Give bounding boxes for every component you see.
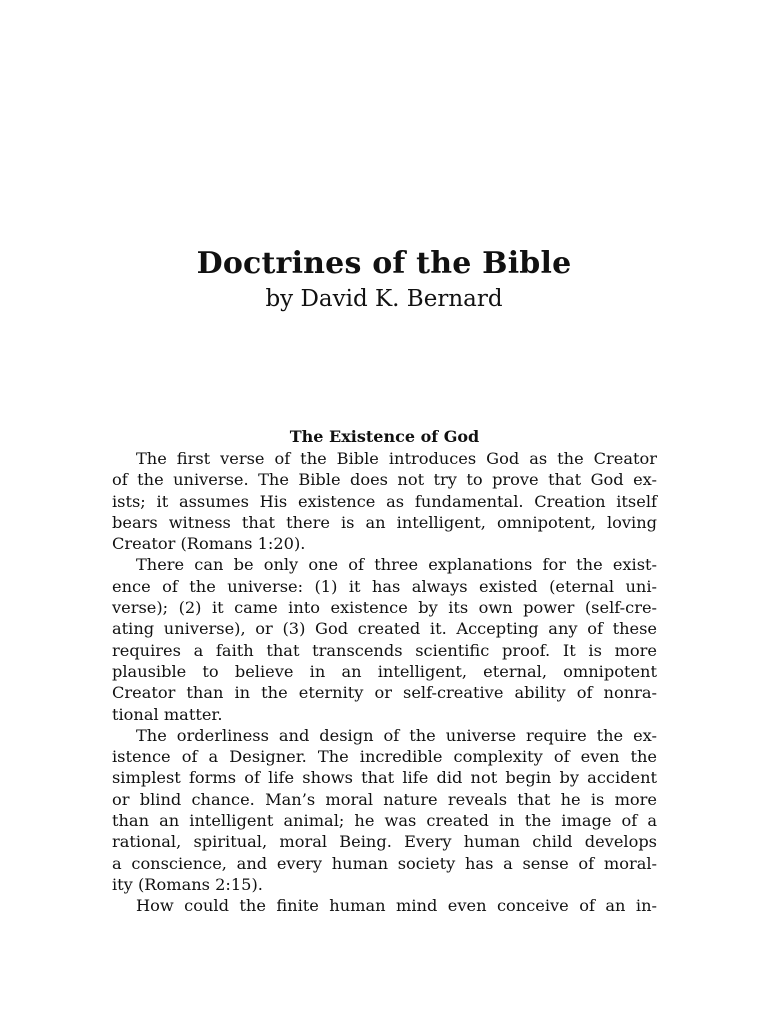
body-paragraph	[112, 895, 657, 916]
text-line: of the universe. The Bible does not try to prove that God ex-	[112, 470, 657, 490]
text-line: a conscience, and every human society has a sense of moral-	[112, 853, 657, 873]
text-line: The orderliness and design of the universe require the ex-	[136, 725, 657, 745]
body-paragraph	[112, 448, 657, 554]
text-line: ity (Romans 2:15).	[112, 874, 263, 894]
text-line: requires a faith that transcends scientific proof. It is more	[112, 640, 657, 660]
text-line: plausible to believe in an intelligent, eternal, omnipotent	[112, 661, 657, 681]
text-line: ists; it assumes His existence as fundamental. Creation itself	[112, 491, 657, 511]
text-line: simplest forms of life shows that life did not begin by accident	[112, 768, 657, 788]
text-line: ence of the universe: (1) it has always existed (eternal uni-	[112, 576, 657, 596]
text-line: There can be only one of three explanations for the exist-	[136, 555, 657, 575]
body-paragraph	[112, 725, 657, 895]
text-line: tional matter.	[112, 704, 223, 724]
text-line: ating universe), or (3) God created it. Accepting any of these	[112, 619, 657, 639]
section-heading: The Existence of God	[289, 427, 480, 446]
text-line: bears witness that there is an intelligent, omnipotent, loving	[112, 512, 657, 532]
text-line: or blind chance. Man’s moral nature reveals that he is more	[112, 789, 657, 809]
body-paragraph	[112, 554, 657, 724]
text-line: Creator than in the eternity or self-creative ability of nonra-	[112, 683, 657, 703]
text-line: Creator (Romans 1:20).	[112, 534, 306, 554]
section-existence-of-god	[112, 426, 657, 917]
text-line: rational, spiritual, moral Being. Every human child develops	[112, 832, 657, 852]
section-body	[112, 448, 657, 917]
text-line: How could the finite human mind even conceive of an in-	[136, 896, 657, 916]
text-line: The first verse of the Bible introduces God as the Creator	[136, 449, 657, 468]
book-title: Doctrines of the Bible	[196, 246, 572, 281]
book-author: by David K. Bernard	[265, 286, 503, 312]
text-line: than an intelligent animal; he was created in the image of a	[112, 811, 657, 831]
text-line: verse); (2) it came into existence by its own power (self-cre-	[112, 598, 657, 618]
text-line: istence of a Designer. The incredible complexity of even the	[112, 747, 657, 767]
